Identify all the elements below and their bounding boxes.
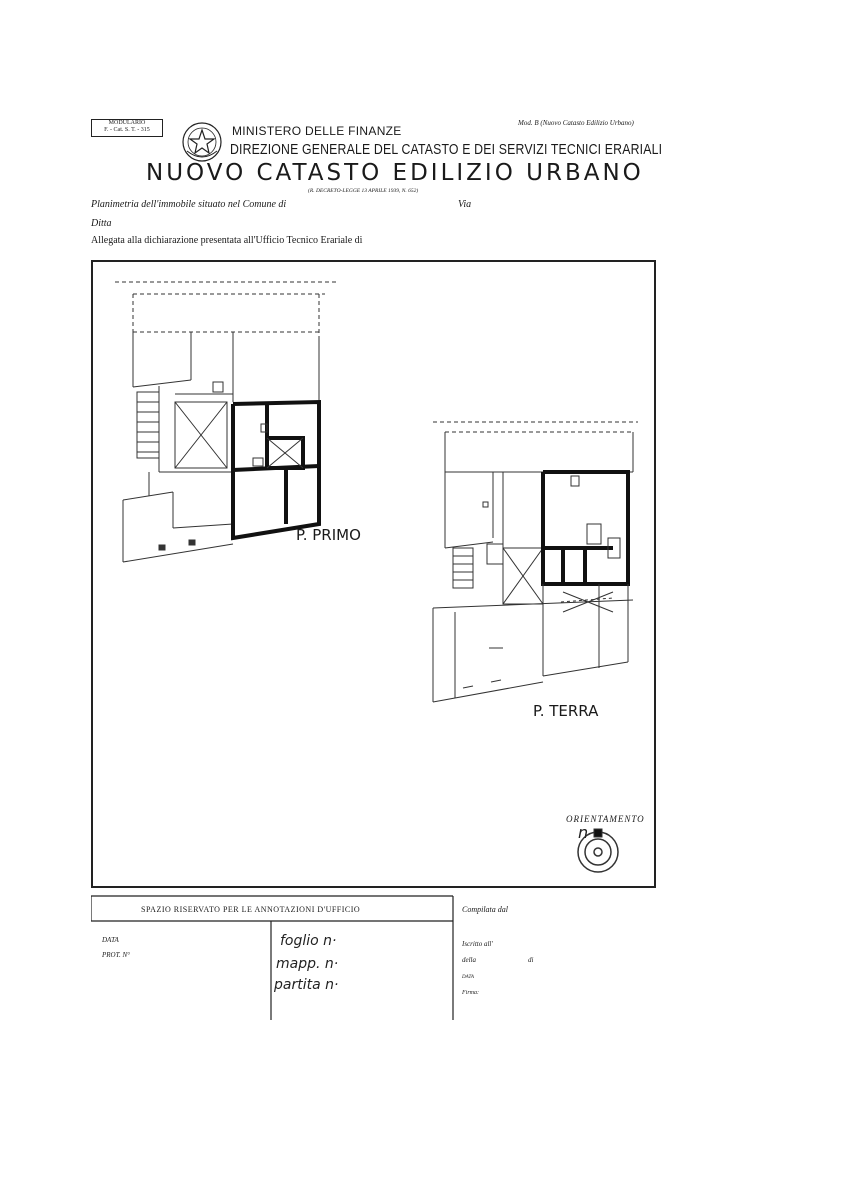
reserved-space-title: SPAZIO RISERVATO PER LE ANNOTAZIONI D'UFFICIO <box>141 905 361 914</box>
della-label: della <box>462 956 476 964</box>
directorate-name: DIREZIONE GENERALE DEL CATASTO E DEI SERVIZI TECNICI ERARIALI <box>230 141 663 158</box>
floor-plans-drawing <box>93 262 654 886</box>
di-label: di <box>528 956 534 964</box>
first-floor-plan <box>115 282 338 562</box>
iscritto-label: Iscritto all' <box>462 940 493 948</box>
mapp-field: mapp. n· <box>276 956 339 972</box>
data-label: DATA <box>102 936 119 944</box>
data-right-label: DATA <box>462 975 474 980</box>
firma-label: Firma: <box>462 990 479 996</box>
ground-floor-plan <box>433 422 638 702</box>
model-code: Mod. B (Nuovo Catasto Edilizio Urbano) <box>518 119 634 127</box>
republic-emblem-icon <box>181 121 223 163</box>
modulario-box <box>91 119 163 137</box>
orientation-label: ORIENTAMENTO <box>566 814 645 824</box>
decree-reference: (R. DECRETO-LEGGE 13 APRILE 1939, N. 652) <box>308 188 419 194</box>
foglio-field: foglio n· <box>280 933 337 949</box>
planimetria-label: Planimetria dell'immobile situato nel Comune di <box>91 199 287 210</box>
first-floor-label: P. PRIMO <box>296 526 361 544</box>
north-letter: n <box>578 823 589 842</box>
partita-field: partita n· <box>274 977 339 993</box>
modulario-code: F. - Cat. S. T. - 315 <box>104 127 150 133</box>
allegata-label: Allegata alla dichiarazione presentata all'Ufficio Tecnico Erariale di <box>91 235 363 246</box>
compilata-label: Compilata dal <box>462 905 509 914</box>
ministry-name: MINISTERO DELLE FINANZE <box>232 124 402 138</box>
via-label: Via <box>458 199 472 210</box>
document-title: NUOVO CATASTO EDILIZIO URBANO <box>146 160 644 186</box>
prot-label: PROT. N° <box>102 951 130 959</box>
ground-floor-label: P. TERRA <box>533 702 599 720</box>
modulario-label: MODULARIO <box>108 120 146 126</box>
ditta-label: Ditta <box>91 218 112 229</box>
